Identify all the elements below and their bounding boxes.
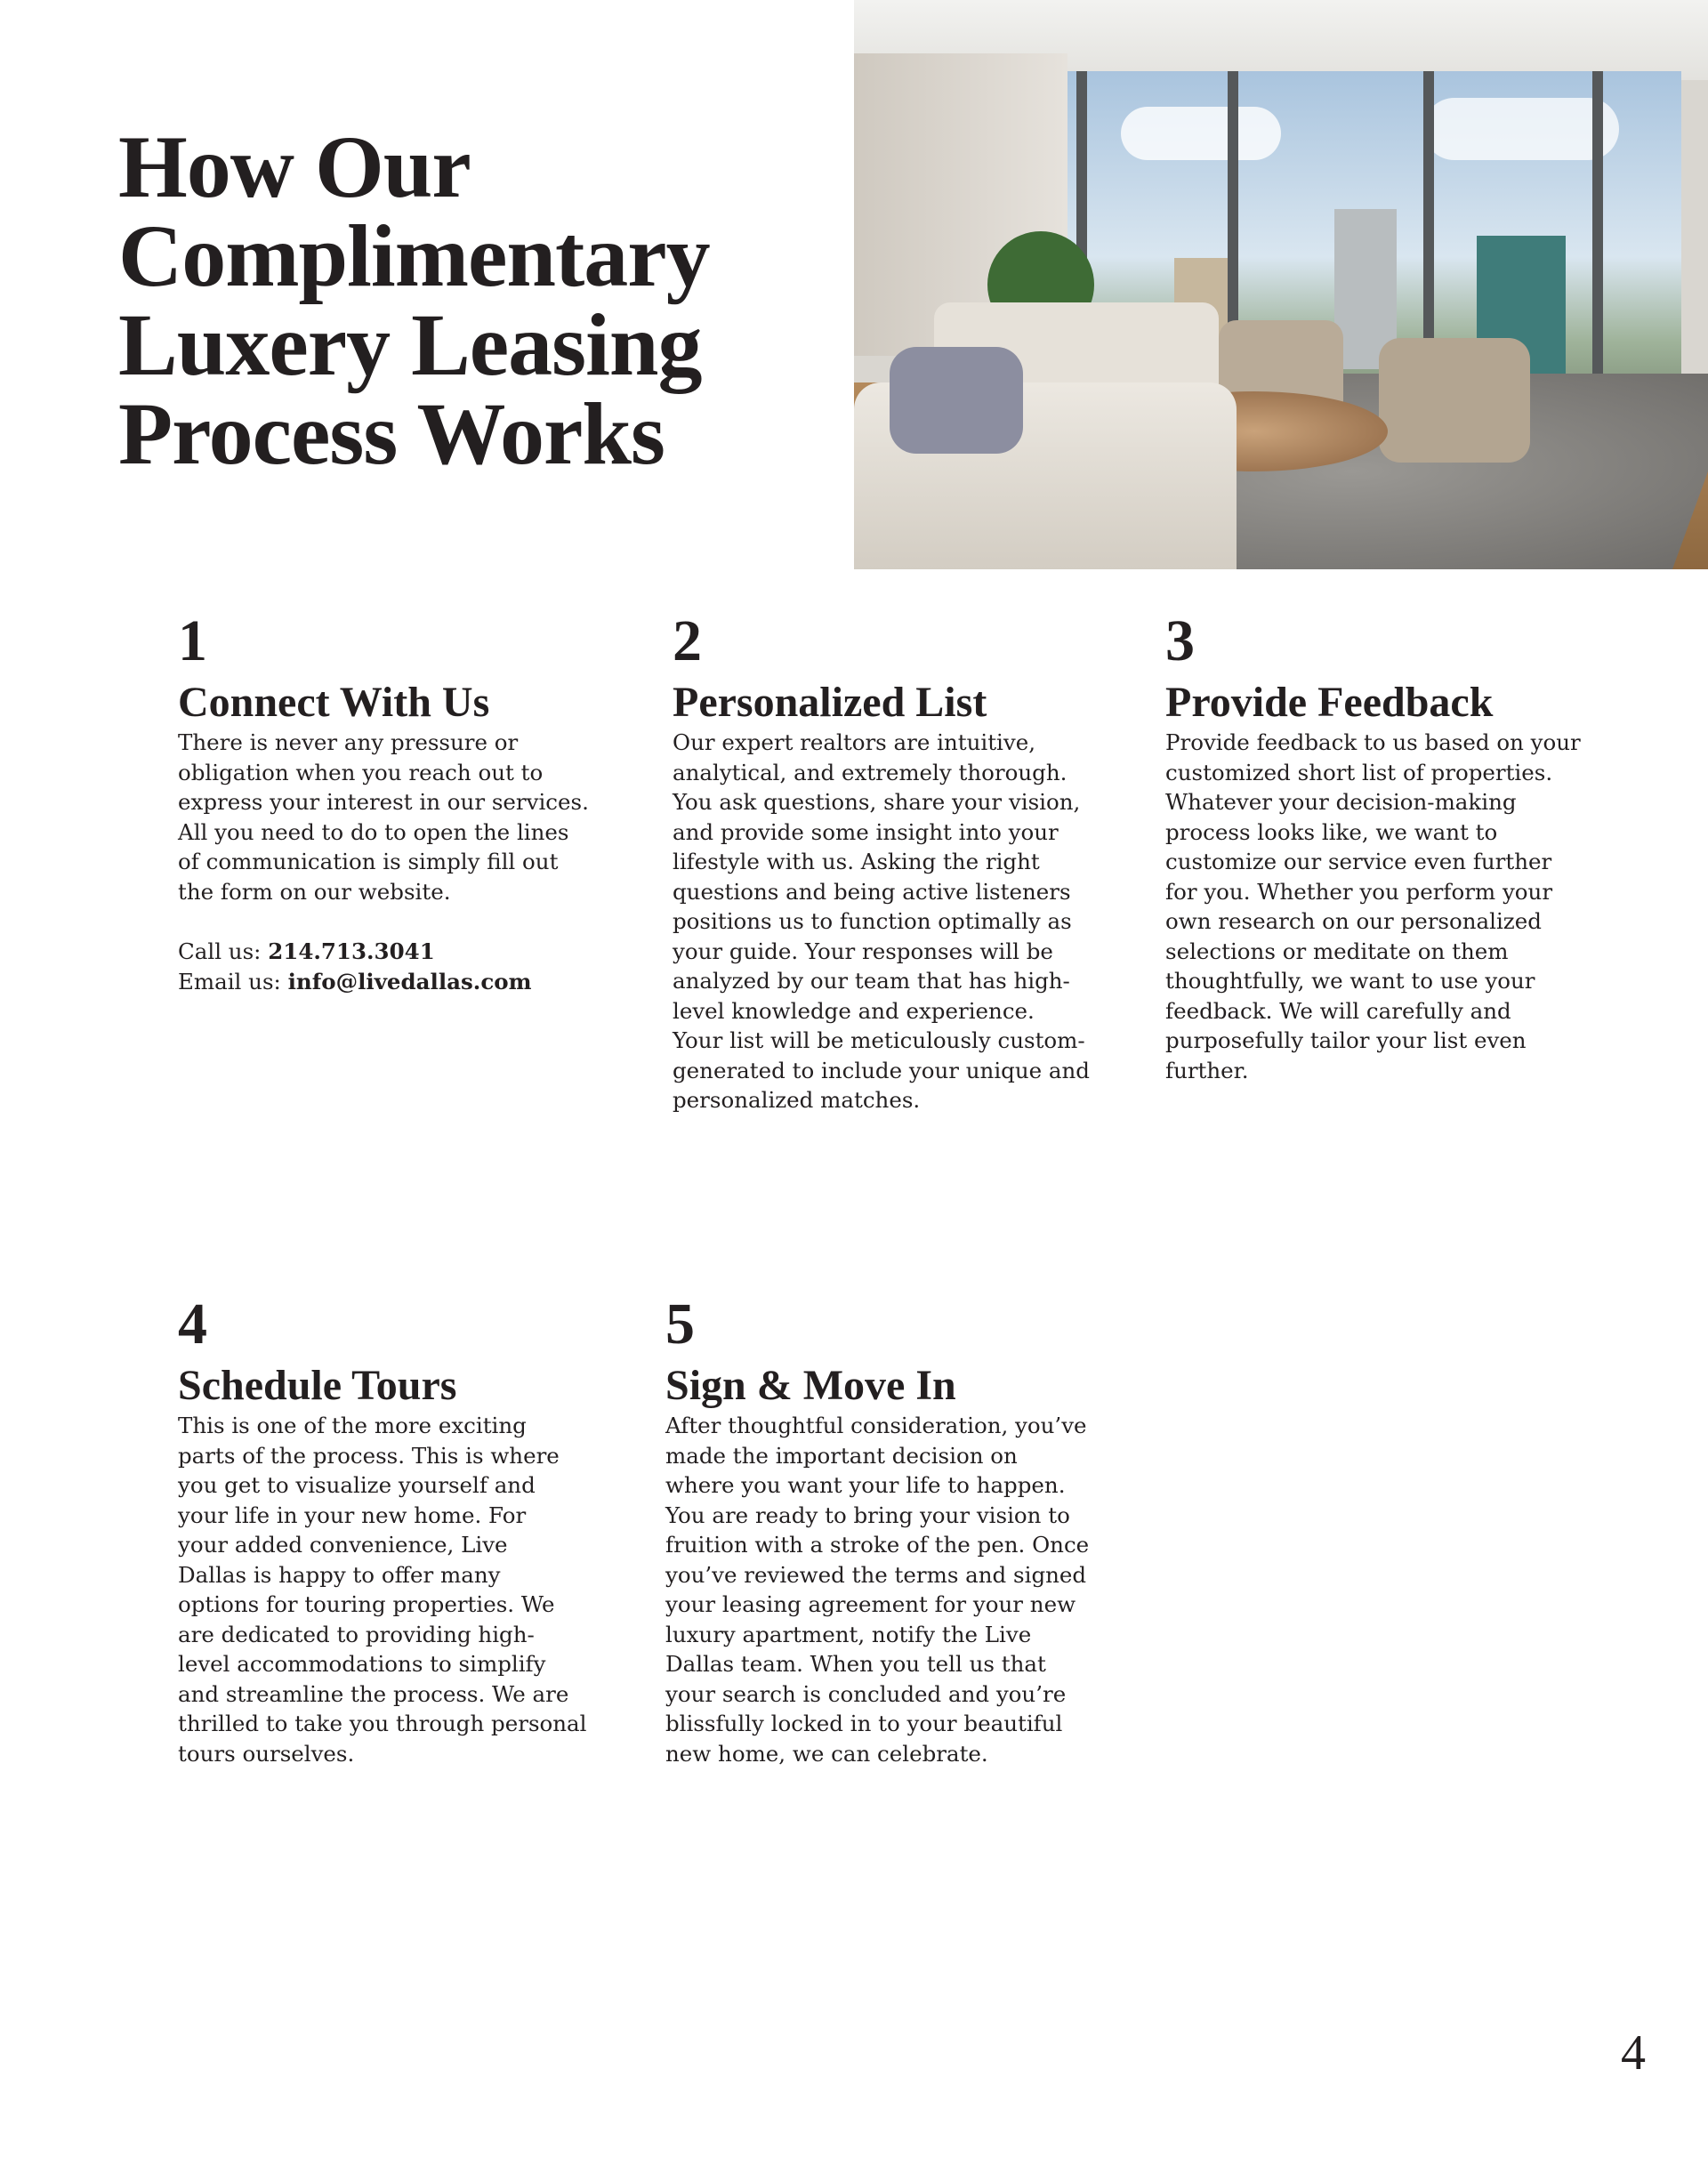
email-label: Email us:: [178, 968, 288, 994]
body-line: are dedicated to providing high-: [178, 1621, 535, 1647]
page-number: 4: [1621, 2025, 1646, 2081]
step-description: [178, 1411, 587, 1768]
body-line: positions us to function optimally as: [673, 908, 1072, 934]
body-line: your added convenience, Live: [178, 1532, 508, 1558]
step-title: Personalized List: [673, 679, 987, 726]
body-line: analyzed by our team that has high-: [673, 968, 1070, 994]
body-line: purposefully tailor your list even: [1165, 1027, 1527, 1053]
body-line: tours ourselves.: [178, 1740, 355, 1767]
email-address[interactable]: info@livedallas.com: [287, 968, 532, 994]
living-room-photo: [854, 0, 1708, 569]
step-title: Schedule Tours: [178, 1362, 457, 1409]
step-description: [673, 728, 1090, 1115]
step-number: 1: [178, 608, 207, 673]
page-title: [118, 117, 812, 483]
body-line: parts of the process. This is where: [178, 1442, 560, 1469]
body-line: You ask questions, share your vision,: [673, 789, 1081, 815]
body-line: further.: [1165, 1057, 1249, 1083]
body-line: new home, we can celebrate.: [665, 1740, 988, 1767]
body-line: customize our service even further: [1165, 849, 1552, 874]
phone-label: Call us:: [178, 938, 269, 964]
body-line: the form on our website.: [178, 878, 451, 905]
body-line: your life in your new home. For: [178, 1502, 527, 1528]
body-line: your search is concluded and you’re: [665, 1680, 1067, 1707]
body-line: own research on our personalized: [1165, 908, 1542, 934]
step-personalized-list: [673, 608, 1090, 1115]
body-line: After thoughtful consideration, you’ve: [665, 1413, 1087, 1438]
step-schedule-tours: [178, 1292, 587, 1768]
body-line: options for touring properties. We: [178, 1591, 555, 1617]
body-line: where you want your life to happen.: [665, 1472, 1066, 1498]
title-line: How Our: [118, 117, 471, 216]
body-line: made the important decision on: [665, 1442, 1018, 1469]
body-line: Your list will be meticulously custom-: [673, 1027, 1085, 1053]
step-description: [665, 1411, 1089, 1768]
body-line: your guide. Your responses will be: [673, 938, 1053, 964]
body-line: and streamline the process. We are: [178, 1680, 569, 1707]
body-line: for you. Whether you perform your: [1165, 878, 1553, 905]
body-line: blissfully locked in to your beautiful: [665, 1711, 1063, 1736]
body-line: Provide feedback to us based on your: [1165, 729, 1581, 755]
body-line: personalized matches.: [673, 1087, 921, 1113]
body-line: you’ve reviewed the terms and signed: [665, 1561, 1087, 1588]
body-line: of communication is simply fill out: [178, 849, 559, 874]
body-line: Whatever your decision-making: [1165, 789, 1517, 815]
body-line: luxury apartment, notify the Live: [665, 1621, 1032, 1647]
step-provide-feedback: [1165, 608, 1581, 1085]
body-line: generated to include your unique and: [673, 1057, 1090, 1083]
body-line: questions and being active listeners: [673, 878, 1071, 905]
step-number: 5: [665, 1292, 695, 1357]
step-sign-move-in: [665, 1292, 1090, 1768]
step-title: Connect With Us: [178, 679, 490, 726]
body-line: fruition with a stroke of the pen. Once: [665, 1532, 1090, 1558]
body-line: customized short list of properties.: [1165, 759, 1553, 785]
title-line: Process Works: [118, 384, 665, 483]
step-title: Provide Feedback: [1165, 679, 1494, 726]
body-line: You are ready to bring your vision to: [665, 1502, 1070, 1528]
step-number: 3: [1165, 608, 1195, 673]
step-number: 2: [673, 608, 702, 673]
body-line: level accommodations to simplify: [178, 1651, 546, 1677]
body-line: and provide some insight into your: [673, 818, 1059, 845]
body-line: selections or meditate on them: [1165, 938, 1509, 964]
step-description: [1165, 728, 1581, 1085]
body-line: There is never any pressure or: [178, 729, 519, 755]
body-line: thoughtfully, we want to use your: [1165, 968, 1535, 994]
body-line: your leasing agreement for your new: [665, 1591, 1076, 1617]
body-line: lifestyle with us. Asking the right: [673, 849, 1040, 874]
body-line: process looks like, we want to: [1165, 818, 1498, 845]
body-line: you get to visualize yourself and: [178, 1472, 536, 1498]
title-line: Complimentary: [118, 206, 710, 305]
step-description: [178, 728, 589, 906]
step-connect: [178, 608, 589, 996]
email-line: [178, 967, 589, 997]
body-line: Dallas team. When you tell us that: [665, 1651, 1046, 1677]
body-line: thrilled to take you through personal: [178, 1711, 587, 1736]
body-line: Dallas is happy to offer many: [178, 1561, 501, 1588]
phone-line: [178, 937, 589, 967]
body-line: This is one of the more exciting: [178, 1413, 527, 1438]
step-number: 4: [178, 1292, 207, 1357]
body-line: level knowledge and experience.: [673, 997, 1035, 1024]
contact-info: [178, 937, 589, 996]
title-line: Luxery Leasing: [118, 295, 702, 394]
phone-number[interactable]: 214.713.3041: [268, 938, 435, 964]
body-line: obligation when you reach out to: [178, 759, 544, 785]
body-line: analytical, and extremely thorough.: [673, 759, 1068, 785]
body-line: All you need to do to open the lines: [178, 818, 569, 845]
body-line: express your interest in our services.: [178, 789, 589, 815]
step-title: Sign & Move In: [665, 1362, 956, 1409]
body-line: Our expert realtors are intuitive,: [673, 729, 1036, 755]
body-line: feedback. We will carefully and: [1165, 997, 1511, 1024]
